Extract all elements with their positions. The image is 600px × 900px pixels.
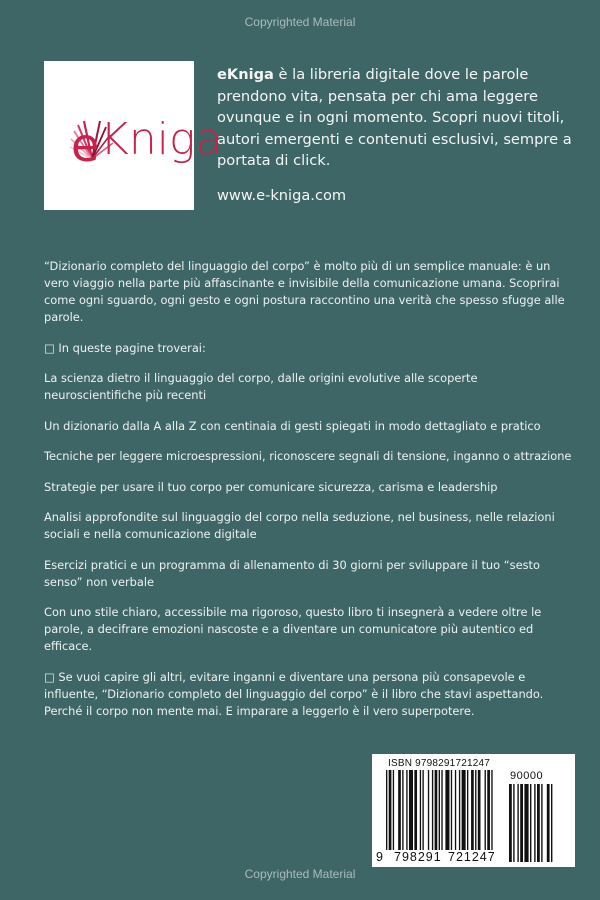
barcode-digits-right: 721247 <box>448 850 496 864</box>
description-paragraph: Con uno stile chiaro, accessibile ma rigoroso, questo libro ti insegnerà a vedere oltre le parole, a decifrare emozioni nascoste e a diventare un comunicatore più autentico ed efficace. <box>44 605 542 653</box>
feature-item: Analisi approfondite sul linguaggio del corpo nella seduzione, nel business, nelle relazioni sociali e nella comunicazione digitale <box>44 510 555 541</box>
publisher-intro <box>217 64 577 172</box>
copyright-watermark-bottom: Copyrighted Material <box>244 867 356 881</box>
description-paragraph: □ Se vuoi capire gli altri, evitare inganni e diventare una persona più consapevole e influente, “Dizionario completo del linguaggio del corpo” è il libro che stavi aspettando. Perché il corpo non mente mai. E imparare a leggerlo è il vero superpotere. <box>44 669 544 718</box>
description-paragraph: “Dizionario completo del linguaggio del corpo” è molto più di un semplice manuale: è un vero viaggio nella parte più affascinante e invisibile della comunicazione umana. Scoprirai come ogni sguardo, ogni gesto e ogni postura raccontino una verità che spesso sfugge alle parole. <box>44 259 565 324</box>
feature-item: Esercizi pratici e un programma di allenamento di 30 giorni per sviluppare il tuo “sesto senso” non verbale <box>44 557 540 589</box>
book-description <box>44 258 574 733</box>
publisher-website[interactable]: www.e-kniga.com <box>217 187 347 204</box>
isbn-label: ISBN 9798291721247 <box>388 758 491 769</box>
publisher-description: è la libreria digitale dove le parole prendono vita, pensata per chi ama leggere ovunque e in ogni momento. Scopri nuovi titoli, autori emergenti e contenuti esclusivi, sempre a portata di click. <box>217 66 572 170</box>
publisher-brand-name: eKniga <box>217 66 274 83</box>
isbn-barcode <box>372 754 575 867</box>
copyright-watermark-top: Copyrighted Material <box>244 15 356 29</box>
description-paragraph: □ In queste pagine troverai: <box>44 340 206 355</box>
feature-item: Strategie per usare il tuo corpo per comunicare sicurezza, carisma e leadership <box>44 479 498 494</box>
barcode-digit-first: 9 <box>376 850 384 864</box>
barcode-digits-left: 798291 <box>394 850 442 864</box>
svg-text:e: e <box>71 118 100 172</box>
ekniga-logo <box>44 61 223 210</box>
feature-item: Un dizionario dalla A alla Z con centinaia di gesti spiegati in modo dettagliato e pratico <box>44 418 541 433</box>
svg-text:Kniga: Kniga <box>100 114 223 165</box>
ekniga-logo-icon <box>44 61 223 210</box>
price-code: 90000 <box>510 770 544 782</box>
feature-item: Tecniche per leggere microespressioni, riconoscere segnali di tensione, inganno o attrazione <box>44 449 572 463</box>
feature-item: La scienza dietro il linguaggio del corpo, dalle origini evolutive alle scoperte neuroscientifiche più recenti <box>44 371 478 402</box>
